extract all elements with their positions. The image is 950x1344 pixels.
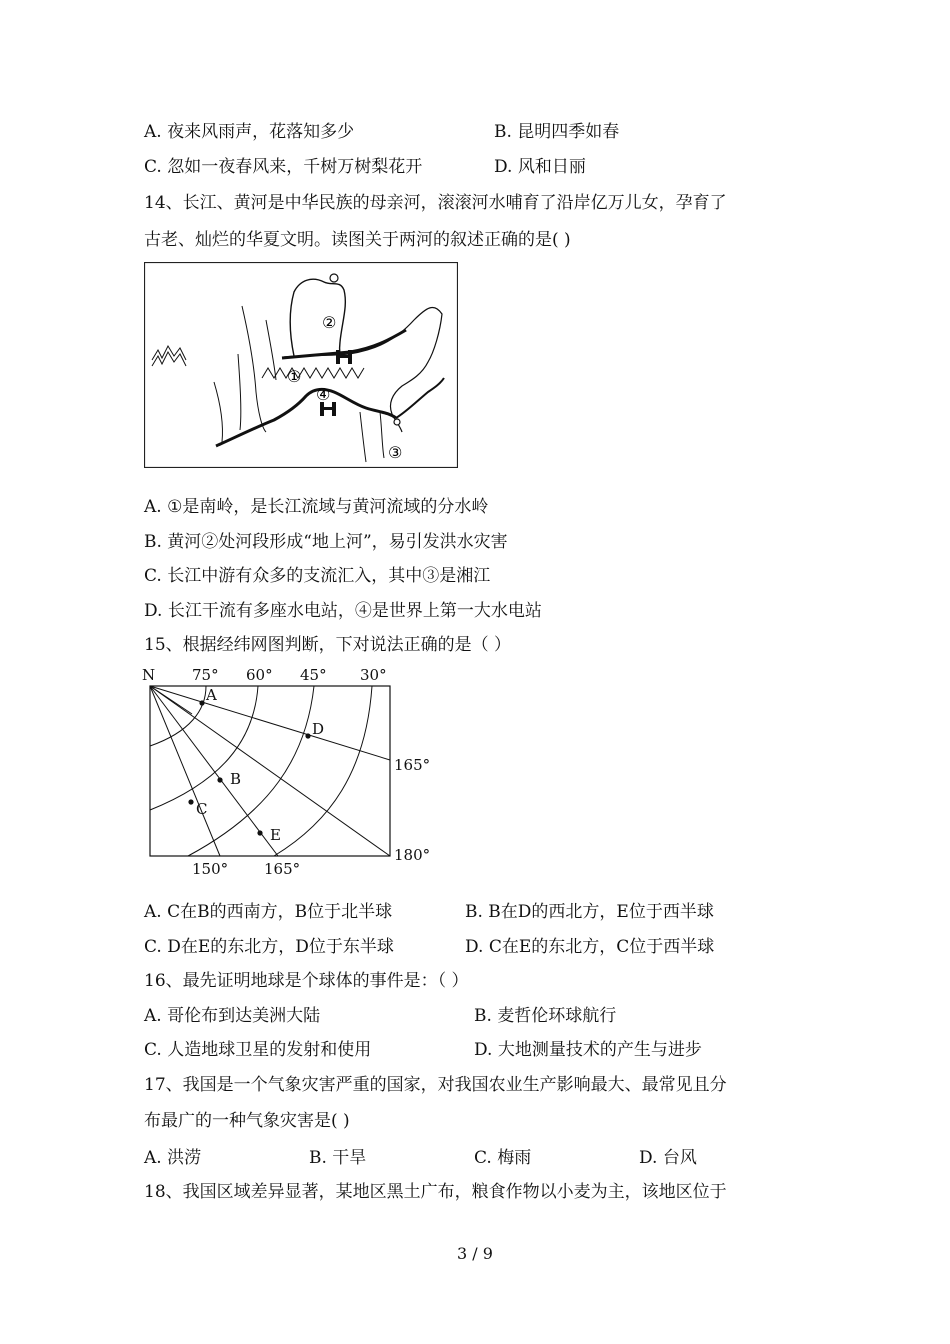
parallel-30 [274,686,372,856]
bottom-label-150: 150° [192,860,229,878]
q17-option-d: D. 台风 [639,1148,697,1168]
city-marker [330,274,338,282]
q17-stem-line1: 17、我国是一个气象灾害严重的国家，对我国农业生产影响最大、最常见且分 [144,1075,727,1095]
point-e [257,830,262,835]
page-number: 3 / 9 [457,1244,493,1263]
meridian-165 [150,686,390,760]
point-c [188,799,193,804]
q15-stem: 15、根据经纬网图判断，下对说法正确的是（ ） [144,635,512,655]
q17-option-c: C. 梅雨 [474,1148,532,1168]
top-label-75: 75° [192,666,219,684]
q16-stem: 16、最先证明地球是个球体的事件是：（ ） [144,971,469,991]
point-d [305,733,310,738]
point-d-label: D [312,720,325,738]
q14-option-c: C. 长江中游有众多的支流汇入，其中③是湘江 [144,566,491,586]
q16-option-d: D. 大地测量技术的产生与进步 [474,1040,702,1060]
top-label-30: 30° [360,666,387,684]
graticule-figure [140,662,440,882]
bottom-label-165: 165° [264,860,301,878]
map-label-3: ③ [388,443,403,462]
top-label-60: 60° [246,666,273,684]
q15-option-b: B. B在D的西北方，E位于西半球 [465,902,714,922]
top-label-45: 45° [300,666,327,684]
q14-option-a: A. ①是南岭，是长江流域与黄河流域的分水岭 [144,497,489,517]
q18-stem-line1: 18、我国区域差异显著，某地区黑土广布，粮食作物以小麦为主，该地区位于 [144,1182,727,1202]
q13-option-c: C. 忽如一夜春风来，千树万树梨花开 [144,157,423,177]
q13-option-a: A. 夜来风雨声，花落知多少 [144,122,355,142]
q16-option-b: B. 麦哲伦环球航行 [474,1006,617,1026]
q16-option-a: A. 哥伦布到达美洲大陆 [144,1006,321,1026]
rivers-map-figure [144,262,458,468]
q14-option-d: D. 长江干流有多座水电站，④是世界上第一大水电站 [144,601,542,621]
right-label-165: 165° [394,756,431,774]
point-a-label: A [206,686,217,704]
q15-option-a: A. C在B的西南方，B位于北半球 [144,902,393,922]
q17-option-b: B. 干旱 [309,1148,367,1168]
map-label-4: ④ [316,385,331,404]
q13-option-d: D. 风和日丽 [494,157,586,177]
q14-option-b: B. 黄河②处河段形成“地上河”，易引发洪水灾害 [144,532,508,552]
q16-option-c: C. 人造地球卫星的发射和使用 [144,1040,372,1060]
map-label-1: ① [287,367,302,386]
q15-option-c: C. D在E的东北方，D位于东半球 [144,937,394,957]
right-label-180: 180° [394,846,431,864]
q13-option-b: B. 昆明四季如春 [494,122,620,142]
map-border [145,263,458,468]
point-a [199,700,204,705]
parallel-45 [188,686,314,856]
meridian-165b [150,686,278,856]
meridian-150 [150,686,220,856]
point-c-label: C [196,800,208,818]
point-b-label: B [230,770,242,788]
point-b [217,777,222,782]
q14-stem-line1: 14、长江、黄河是中华民族的母亲河，滚滚河水哺育了沿岸亿万儿女，孕育了 [144,193,727,213]
point-e-label: E [270,826,281,844]
north-label: N [142,666,156,684]
map-label-2: ② [322,313,337,332]
q17-option-a: A. 洪涝 [144,1148,202,1168]
q15-option-d: D. C在E的东北方，C位于西半球 [465,937,715,957]
city-marker [394,419,400,425]
q14-stem-line2: 古老、灿烂的华夏文明。读图关于两河的叙述正确的是( ) [144,230,571,250]
q17-stem-line2: 布最广的一种气象灾害是( ) [144,1111,350,1131]
